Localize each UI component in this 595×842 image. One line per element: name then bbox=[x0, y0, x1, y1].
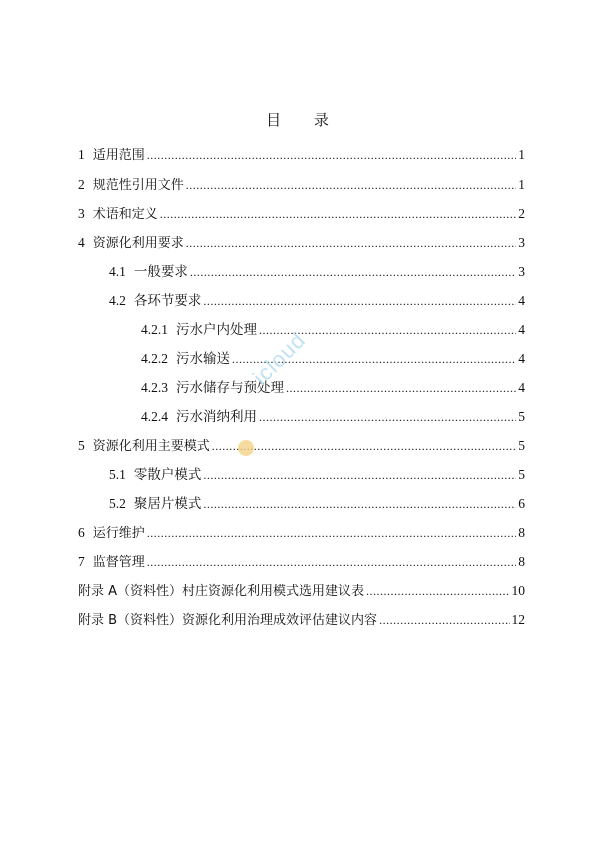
toc-entry-5-1[interactable] bbox=[109, 464, 525, 486]
toc-entry-page: 10 bbox=[511, 583, 525, 598]
toc-leader-dots bbox=[212, 435, 516, 457]
toc-entry-page: 4 bbox=[518, 351, 525, 366]
toc-entry-appendix-b[interactable] bbox=[78, 609, 525, 631]
toc-entry-4-2-3[interactable] bbox=[141, 377, 525, 399]
toc-entry-title: 聚居片模式 bbox=[133, 496, 202, 512]
toc-entry-4-1[interactable] bbox=[109, 261, 525, 283]
toc-entry-3[interactable] bbox=[78, 203, 525, 225]
toc-entry-number: 4.2.3 bbox=[141, 380, 168, 395]
toc-entry-page: 1 bbox=[518, 177, 525, 192]
toc-entry-title: 污水输送 bbox=[176, 351, 230, 367]
toc-entry-number: 6 bbox=[78, 525, 85, 540]
toc-entry-page: 3 bbox=[518, 264, 525, 279]
toc-leader-dots bbox=[186, 174, 516, 196]
toc-entry-title: 适用范围 bbox=[92, 148, 145, 163]
toc-entry-appendix-a[interactable] bbox=[78, 580, 525, 602]
toc-entry-number: 5.2 bbox=[109, 496, 126, 511]
toc-leader-dots bbox=[160, 203, 516, 225]
toc-entry-number: 5 bbox=[78, 438, 85, 453]
toc-entry-number: 1 bbox=[78, 147, 85, 162]
toc-entry-title: 术语和定义 bbox=[92, 207, 158, 222]
toc-entry-4[interactable] bbox=[78, 232, 525, 254]
toc-entry-title: 污水户内处理 bbox=[176, 322, 257, 338]
toc-leader-dots bbox=[366, 580, 509, 602]
toc-entry-number: 7 bbox=[78, 554, 85, 569]
toc-entry-4-2-4[interactable] bbox=[141, 406, 525, 428]
toc-title: 目 录 bbox=[266, 111, 343, 129]
toc-entry-6[interactable] bbox=[78, 522, 525, 544]
toc-leader-dots bbox=[203, 493, 516, 515]
toc-entry-number: 3 bbox=[78, 206, 85, 221]
toc-leader-dots bbox=[203, 464, 516, 486]
toc-entry-page: 4 bbox=[518, 293, 525, 308]
toc-leader-dots bbox=[286, 377, 516, 399]
toc-entry-page: 8 bbox=[518, 525, 525, 540]
toc-entry-number: 5.1 bbox=[109, 467, 126, 482]
toc-entry-4-2[interactable] bbox=[109, 290, 525, 312]
toc-entry-page: 1 bbox=[518, 147, 525, 162]
toc-entry-title: 运行维护 bbox=[92, 526, 145, 541]
toc-entry-page: 4 bbox=[518, 322, 525, 337]
toc-entry-number: 4 bbox=[78, 235, 85, 250]
watermark: icloud bbox=[248, 327, 311, 390]
toc-entry-page: 5 bbox=[518, 409, 525, 424]
toc-leader-dots bbox=[379, 609, 509, 631]
toc-leader-dots bbox=[147, 551, 516, 573]
toc-entry-number: 2 bbox=[78, 177, 85, 192]
toc-entry-page: 4 bbox=[518, 380, 525, 395]
toc-entry-page: 12 bbox=[511, 612, 525, 627]
toc-entry-title: 一般要求 bbox=[133, 264, 188, 280]
toc-entry-2[interactable] bbox=[78, 174, 525, 196]
toc-entry-title: 资源化利用主要模式 bbox=[92, 439, 210, 454]
toc-entry-title: 附录 A（资料性）村庄资源化利用模式选用建议表 bbox=[78, 584, 365, 599]
toc-entry-number: 4.2 bbox=[109, 293, 126, 308]
toc-entry-page: 2 bbox=[518, 206, 525, 221]
toc-entry-title: 各环节要求 bbox=[133, 293, 202, 309]
toc-entry-title: 污水消纳利用 bbox=[176, 409, 257, 425]
toc-entry-1[interactable] bbox=[78, 144, 525, 166]
toc-leader-dots bbox=[203, 290, 516, 312]
toc-leader-dots bbox=[190, 261, 516, 283]
toc-entry-title: 零散户模式 bbox=[133, 467, 202, 483]
toc-leader-dots bbox=[186, 232, 516, 254]
toc-entry-page: 8 bbox=[518, 554, 525, 569]
toc-entry-number: 4.1 bbox=[109, 264, 126, 279]
toc-entry-title: 污水储存与预处理 bbox=[176, 380, 284, 396]
toc-entry-title: 监督管理 bbox=[92, 555, 145, 570]
toc-entry-page: 3 bbox=[518, 235, 525, 250]
toc-leader-dots bbox=[147, 144, 516, 166]
toc-entry-5-2[interactable] bbox=[109, 493, 525, 515]
toc-entry-page: 6 bbox=[518, 496, 525, 511]
toc-entry-number: 4.2.1 bbox=[141, 322, 168, 337]
toc-entry-page: 5 bbox=[518, 467, 525, 482]
toc-entry-5[interactable] bbox=[78, 435, 525, 457]
toc-entry-4-2-1[interactable] bbox=[141, 319, 525, 341]
toc-entry-7[interactable] bbox=[78, 551, 525, 573]
toc-entry-4-2-2[interactable] bbox=[141, 348, 525, 370]
toc-entry-title: 规范性引用文件 bbox=[92, 178, 184, 193]
toc-leader-dots bbox=[259, 406, 516, 428]
toc-leader-dots bbox=[147, 522, 516, 544]
toc-entry-title: 资源化利用要求 bbox=[92, 236, 184, 251]
toc-entry-number: 4.2.4 bbox=[141, 409, 168, 424]
toc-entry-page: 5 bbox=[518, 438, 525, 453]
toc-entry-number: 4.2.2 bbox=[141, 351, 168, 366]
toc-entry-title: 附录 B（资料性）资源化利用治理成效评估建议内容 bbox=[78, 613, 378, 628]
watermark-logo-icon bbox=[238, 440, 254, 456]
